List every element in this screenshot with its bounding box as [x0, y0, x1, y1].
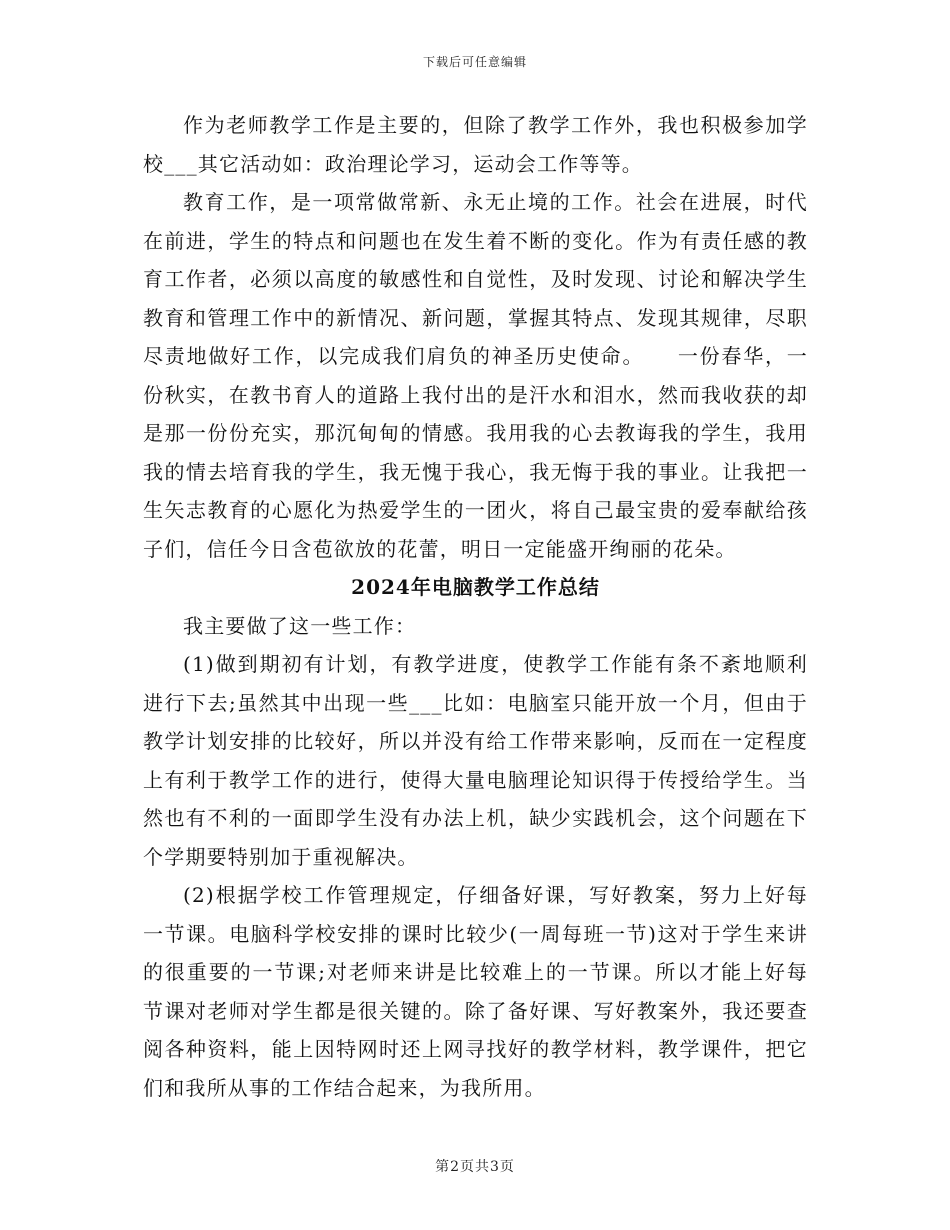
section-title: 2024年电脑教学工作总结: [351, 575, 600, 599]
header-note: 下载后可任意编辑: [422, 55, 527, 69]
paragraph-intro: 我主要做了这一些工作：: [183, 613, 417, 638]
paragraph-education-work: 教育工作，是一项常做常新、永无止境的工作。社会在进展，时代在前进，学生的特点和问题也在发生着不断的变化。作为有责任感的教育工作者，必须以高度的敏感性和自觉性，及时发现、讨论和解决学生教育和管理工作中的新情况、新问题，掌握其特点、发现其规律，尽职尽责地做好工作，以完成我们肩负的神圣历史使命。 一份春华，一份秋实，在教书育人的道路上我付出的是汗水和泪水，然而我收获的却是那一份份充实，那沉甸甸的情感。我用我的心去教诲我的学生，我用我的情去培育我的学生，我无愧于我心，我无悔于我的事业。让我把一生矢志教育的心愿化为热爱学生的一团火，将自己最宝贵的爱奉献给孩子们，信任今日含苞欲放的花蕾，明日一定能盛开绚丽的花朵。: [143, 190, 808, 561]
paragraph-activities: 作为老师教学工作是主要的，但除了教学工作外，我也积极参加学校___其它活动如：政治理论学习，运动会工作等等。: [143, 113, 808, 176]
paragraph-item-2: (2)根据学校工作管理规定，仔细备好课，写好教案，努力上好每一节课。电脑科学校安排的课时比较少(一周每班一节)这对于学生来讲的很重要的一节课;对老师来讲是比较难上的一节课。所以才能上好每节课对老师对学生都是很关键的。除了备好课、写好教案外，我还要查阅各种资料，能上因特网时还上网寻找好的教学材料，教学课件，把它们和我所从事的工作结合起来，为我所用。: [143, 883, 808, 1100]
document-body: [143, 106, 808, 1107]
paragraph-item-1: (1)做到期初有计划，有教学进度，使教学工作能有条不紊地顺利进行下去;虽然其中出现一些___比如：电脑室只能开放一个月，但由于教学计划安排的比较好，所以并没有给工作带来影响，反而在一定程度上有利于教学工作的进行，使得大量电脑理论知识得于传授给学生。当然也有不利的一面即学生没有办法上机，缺少实践机会，这个问题在下个学期要特别加于重视解决。: [143, 652, 808, 869]
page-footer: 第2页共3页: [435, 1159, 515, 1175]
